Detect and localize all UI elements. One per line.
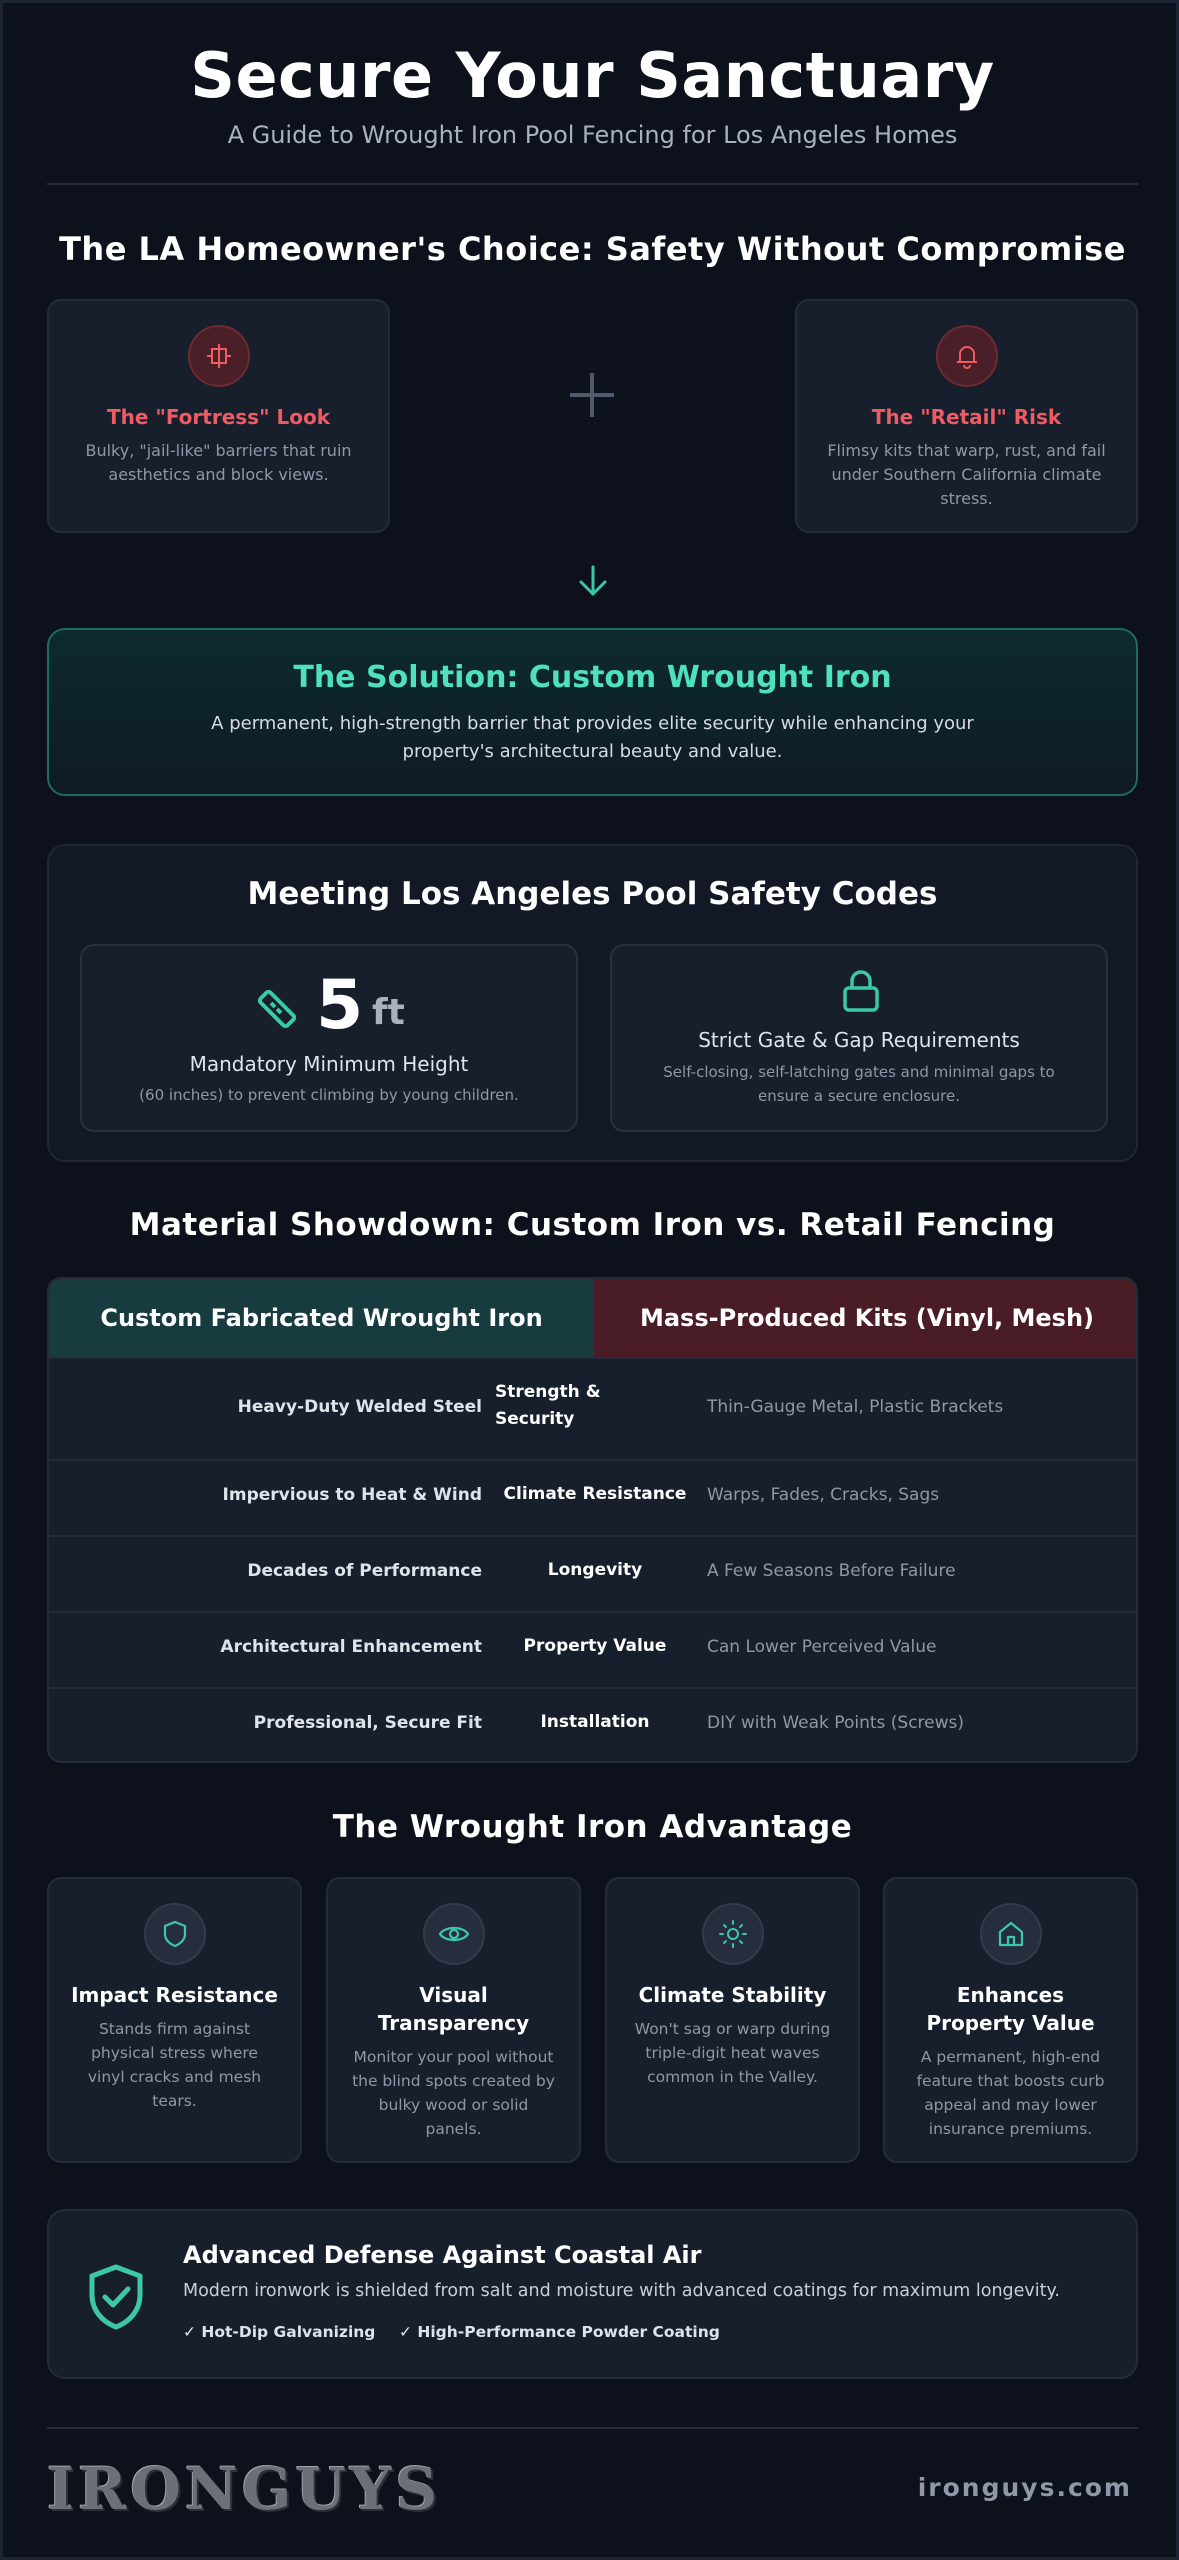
page-title: Secure Your Sanctuary	[190, 39, 995, 112]
ironguys-logo: IRONGUYS	[47, 2455, 442, 2523]
row-retail-value: Warps, Fades, Cracks, Sags	[707, 1485, 940, 1505]
shield-icon	[144, 1903, 206, 1965]
solution-banner	[47, 628, 1138, 796]
advantage-title: The Wrought Iron Advantage	[332, 1809, 853, 1845]
advantage-card	[326, 1877, 581, 2163]
advantage-card-text: A permanent, high-end feature that boosts curb appeal and may lower insurance premiums.	[916, 2048, 1105, 2138]
row-retail-value: DIY with Weak Points (Screws)	[707, 1713, 965, 1733]
height-value: 5	[316, 966, 364, 1045]
row-retail-value: A Few Seasons Before Failure	[707, 1561, 956, 1581]
fortress-icon	[188, 325, 250, 387]
advantage-card-title: Enhances Property Value	[926, 1983, 1095, 2035]
bullet-galvanizing: ✓ Hot-Dip Galvanizing	[183, 2323, 376, 2341]
fortress-title: The "Fortress" Look	[107, 405, 330, 429]
table-row	[49, 1611, 1138, 1687]
row-iron-value: Professional, Secure Fit	[253, 1713, 482, 1733]
gate-card	[610, 944, 1108, 1132]
height-unit: ft	[372, 992, 405, 1033]
row-retail-value: Thin-Gauge Metal, Plastic Brackets	[707, 1397, 1004, 1417]
height-label: Mandatory Minimum Height	[189, 1052, 469, 1076]
advantage-card-title: Climate Stability	[638, 1983, 827, 2007]
header-wrought-iron: Custom Fabricated Wrought Iron	[49, 1279, 594, 1357]
retail-card	[795, 299, 1138, 533]
divider	[47, 183, 1138, 185]
advantage-card-text: Stands firm against physical stress where vinyl cracks and mesh tears.	[87, 2020, 262, 2110]
coastal-text: Modern ironwork is shielded from salt and moisture with advanced coatings for maximum longevity.	[183, 2281, 1060, 2301]
advantage-card-text: Won't sag or warp during triple-digit heat waves common in the Valley.	[634, 2020, 831, 2086]
page-subtitle: A Guide to Wrought Iron Pool Fencing for Los Angeles Homes	[227, 121, 958, 149]
row-criterion: Strength & Security	[495, 1382, 601, 1429]
home-icon	[980, 1903, 1042, 1965]
height-card	[80, 944, 578, 1132]
plus-icon	[570, 373, 614, 417]
row-iron-value: Architectural Enhancement	[220, 1637, 482, 1657]
sun-icon	[702, 1903, 764, 1965]
row-retail-value: Can Lower Perceived Value	[707, 1637, 937, 1657]
height-note: (60 inches) to prevent climbing by young children.	[139, 1086, 519, 1104]
eye-icon	[423, 1903, 485, 1965]
footer-divider	[47, 2427, 1138, 2429]
advantage-card-title: Impact Resistance	[71, 1983, 278, 2007]
advantage-card	[883, 1877, 1138, 2163]
row-iron-value: Heavy-Duty Welded Steel	[237, 1397, 482, 1417]
table-row	[49, 1687, 1138, 1763]
coastal-defense-panel	[47, 2209, 1138, 2379]
solution-title: The Solution: Custom Wrought Iron	[293, 660, 892, 695]
codes-title: Meeting Los Angeles Pool Safety Codes	[247, 876, 938, 912]
arrow-down-icon	[575, 563, 611, 603]
fortress-text: Bulky, "jail-like" barriers that ruin aesthetics and block views.	[85, 441, 352, 484]
retail-text: Flimsy kits that warp, rust, and fail under Southern California climate stress.	[827, 441, 1106, 508]
comparison-table	[47, 1277, 1138, 1763]
row-criterion: Longevity	[547, 1560, 643, 1580]
row-iron-value: Decades of Performance	[247, 1561, 482, 1581]
solution-text: A permanent, high-strength barrier that provides elite security while enhancing your property's architectural beauty and value.	[211, 713, 974, 762]
shield-check-icon	[87, 2263, 145, 2335]
row-iron-value: Impervious to Heat & Wind	[222, 1485, 482, 1505]
gate-label: Strict Gate & Gap Requirements	[698, 1028, 1020, 1052]
advantage-card	[47, 1877, 302, 2163]
advantage-card-title: Visual Transparency	[377, 1983, 530, 2035]
showdown-title: Material Showdown: Custom Iron vs. Retail Fencing	[129, 1207, 1056, 1243]
advantage-card-text: Monitor your pool without the blind spots created by bulky wood or solid panels.	[352, 2048, 555, 2138]
table-row	[49, 1459, 1138, 1535]
lock-icon	[840, 968, 882, 1018]
choice-section-title: The LA Homeowner's Choice: Safety Without Compromise	[59, 230, 1126, 268]
coastal-title: Advanced Defense Against Coastal Air	[183, 2241, 702, 2269]
footer-website[interactable]: ironguys.com	[917, 2473, 1132, 2502]
codes-panel	[47, 844, 1138, 1162]
ruler-icon	[254, 986, 300, 1036]
row-criterion: Property Value	[523, 1636, 667, 1656]
header-retail-kits: Mass-Produced Kits (Vinyl, Mesh)	[594, 1279, 1138, 1357]
table-row	[49, 1357, 1138, 1459]
advantage-card	[605, 1877, 860, 2163]
bullet-powder-coating: ✓ High-Performance Powder Coating	[399, 2323, 720, 2341]
table-row	[49, 1535, 1138, 1611]
fortress-card	[47, 299, 390, 533]
row-criterion: Installation	[540, 1712, 650, 1732]
row-criterion: Climate Resistance	[503, 1484, 687, 1504]
retail-title: The "Retail" Risk	[871, 405, 1062, 429]
bell-alert-icon	[936, 325, 998, 387]
gate-note: Self-closing, self-latching gates and minimal gaps to ensure a secure enclosure.	[663, 1063, 1055, 1105]
